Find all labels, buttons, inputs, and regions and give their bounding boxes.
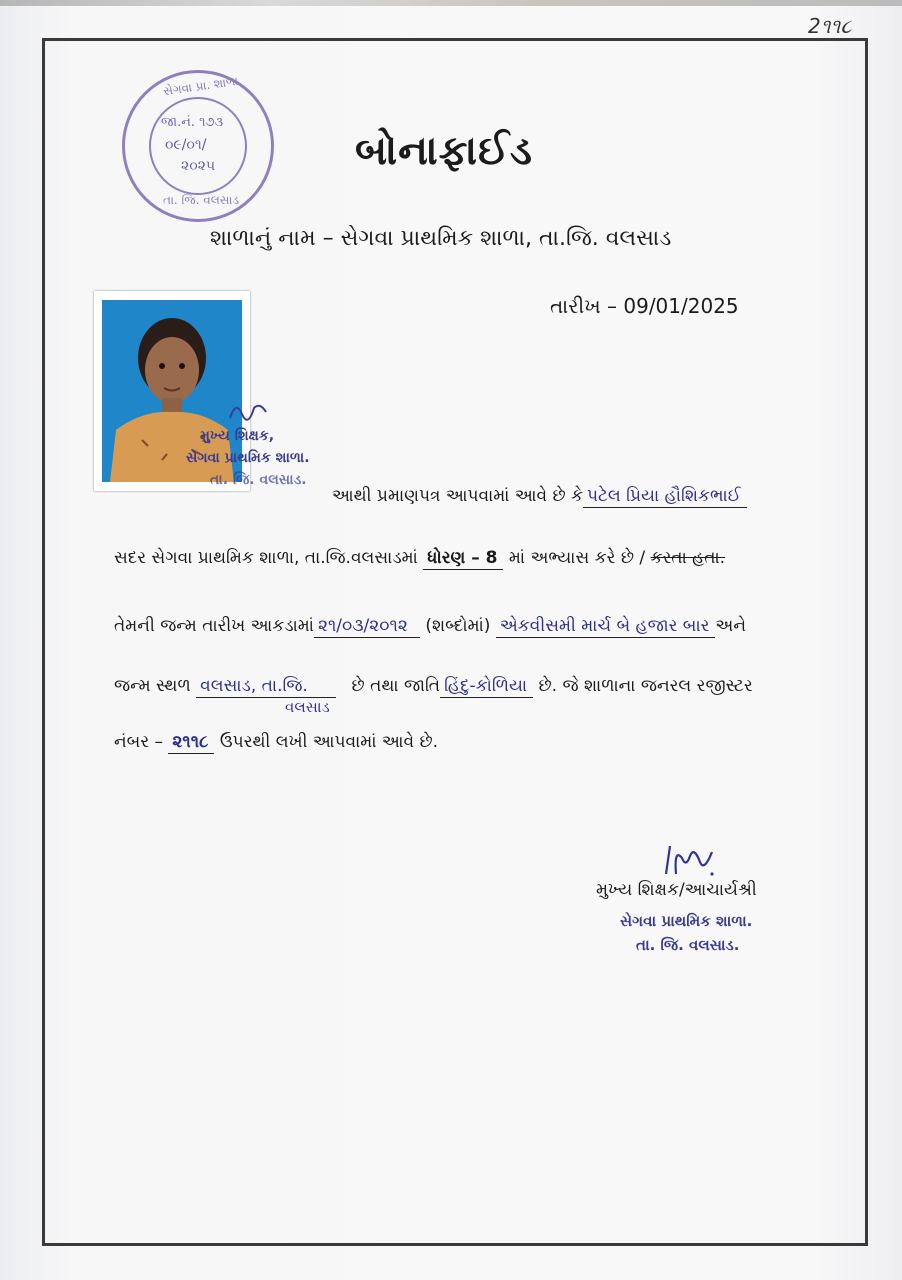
document-border: [42, 38, 868, 1246]
stamp-ring-text: સેગવા પ્રા. શાળા: [162, 73, 240, 99]
line5-suffix: ઉપરથી લખી આપવામાં આવે છે.: [219, 732, 439, 752]
student-name-value: પટેલ પ્રિયા હૌશિકભાઈ: [583, 486, 747, 508]
line2-mid: માં અભ્યાસ કરે છે /: [508, 548, 646, 568]
line1-prefix: આથી પ્રમાણપત્ર આપવામાં આવે છે કે: [332, 486, 583, 506]
school-stamp: [122, 70, 274, 222]
birthplace-value-line2: વલસાડ: [285, 698, 330, 716]
top-edge-strip: [0, 0, 902, 6]
principal-signature: [660, 838, 720, 886]
stamp-year: ૨૦૨૫: [181, 158, 216, 174]
line3-prefix: તેમની જન્મ તારીખ આકડામાં: [114, 616, 314, 636]
dob-digits-value: ૨૧/૦૩/૨૦૧૨: [314, 616, 420, 638]
certificate-line-3: [114, 616, 746, 638]
certificate-line-2: [114, 548, 725, 570]
line4-prefix: જન્મ સ્થળ: [114, 676, 191, 696]
line5-prefix: નંબર –: [114, 732, 164, 752]
school-name-line: શાળાનું નામ – સેગવા પ્રાથમિક શાળા, તા.જિ. વલસાડ: [210, 226, 672, 251]
line3-mid: (શબ્દોમાં): [425, 616, 491, 636]
page-title: બોનાફાઈડ: [355, 128, 533, 174]
photo-stamp-line1: મુખ્ય શિક્ષક,: [200, 428, 275, 444]
stamp-date: ૦૯/૦૧/: [165, 137, 207, 153]
stamp-bottom-text: તા. જિ. વલસાડ: [163, 193, 240, 207]
certificate-line-1: [332, 486, 747, 508]
certificate-line-4: [114, 676, 753, 698]
line4-mid: છે તથા જાતિ: [351, 676, 441, 696]
dob-words-value: એકવીસમી માર્ચ બે હજાર બાર: [496, 616, 716, 638]
principal-role: મુખ્ય શિક્ષક/આચાર્યશ્રી: [596, 880, 757, 900]
signature-stamp-line1: સેગવા પ્રાથમિક શાળા.: [620, 912, 753, 930]
handwritten-register-number: 2૧૧૮: [808, 14, 852, 38]
line3-suffix: અને: [715, 616, 747, 636]
photo-stamp-line3: તા. જિ. વલસાડ.: [210, 472, 307, 488]
signature-stamp-line2: તા. જિ. વલસાડ.: [636, 936, 740, 954]
line2-prefix: સદર સેગવા પ્રાથમિક શાળા, તા.જિ.વલસાડમાં: [114, 548, 418, 568]
certificate-line-5: [114, 732, 438, 754]
photo-signature-scribble: [228, 398, 268, 428]
register-number-value: ૨૧૧૮: [168, 732, 214, 754]
struck-text: કરતા હતા.: [650, 548, 726, 568]
issue-date: તારીખ – 09/01/2025: [550, 294, 739, 318]
line4-suffix: છે. જે શાળાના જનરલ રજીસ્ટર: [538, 676, 753, 696]
photo-stamp-line2: સેગવા પ્રાથમિક શાળા.: [186, 450, 310, 466]
stamp-jno: જા.નં. ૧૭૩: [161, 115, 224, 130]
standard-value: ધોરણ – 8: [423, 548, 503, 570]
birthplace-value: વલસાડ, તા.જિ.: [196, 676, 336, 698]
caste-value: હિંદુ-કોળિયા: [440, 676, 533, 698]
